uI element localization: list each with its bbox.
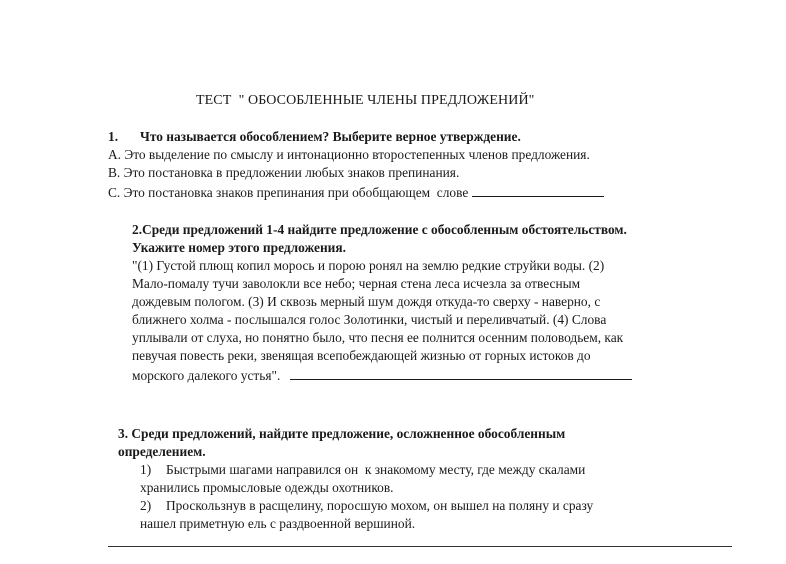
option-c-text: С. Это постановка знаков препинания при обобщающем слове <box>108 185 472 200</box>
list-item-text: Проскользнув в расщелину, поросшую мохом, он вышел на поляну и сразу <box>166 498 594 513</box>
question-2 <box>132 221 732 385</box>
question-1 <box>108 128 728 202</box>
answer-blank-2 <box>290 365 632 380</box>
option-a: А. Это выделение по смыслу и интонационно второстепенных членов предложения. <box>108 147 590 162</box>
list-item <box>118 497 738 515</box>
passage-line: ближнего холма - послышался голос Золотинки, чистый и переливчатый. (4) Слова <box>132 312 607 327</box>
question-2-line-2: Укажите номер этого предложения. <box>132 240 346 255</box>
question-2-heading <box>132 221 732 257</box>
question-2-line-1: 2.Среди предложений 1-4 найдите предложение с обособленным обстоятельством. <box>132 222 627 237</box>
passage-line: певучая повесть реки, звенящая всепобеждающей жизнью от горных истоков до <box>132 348 591 363</box>
question-1-heading <box>108 128 728 146</box>
answer-blank-1 <box>472 182 604 197</box>
list-item-continuation: хранились промысловые одежды охотников. <box>140 480 394 495</box>
document-title: ТЕСТ " ОБОСОБЛЕННЫЕ ЧЛЕНЫ ПРЕДЛОЖЕНИЙ" <box>196 93 535 108</box>
question-3 <box>118 425 738 533</box>
list-item-text: Быстрыми шагами направился он к знакомому месту, где между скалами <box>166 462 586 477</box>
passage-line: уплывали от слуха, но понятно было, что песня ее полнится осенним половодьем, как <box>132 330 624 345</box>
passage-last-line <box>132 365 732 385</box>
list-item-continuation: нашел приметную ель с раздвоенной вершиной. <box>140 516 416 531</box>
passage-line: Мало-помалу тучи заволокли все небо; черная стена леса исчезла за отвесным <box>132 276 581 291</box>
list-item <box>118 461 738 479</box>
list-item-number: 2) <box>140 498 152 513</box>
passage-line: "(1) Густой плющ копил морось и порою ронял на землю редкие струйки воды. (2) <box>132 258 605 273</box>
bottom-divider <box>108 546 732 547</box>
question-3-line-2: определением. <box>118 444 206 459</box>
question-1-text: Что называется обособлением? Выберите верное утверждение. <box>140 129 521 144</box>
option-c <box>108 182 728 202</box>
question-1-number: 1. <box>108 129 119 144</box>
passage-line: дождевым пологом. (3) И сквозь мерный шум дождя откуда-то сверху - наверно, с <box>132 294 601 309</box>
passage-line: морского далекого устья". <box>132 368 291 383</box>
option-b: В. Это постановка в предложении любых знаков препинания. <box>108 165 460 180</box>
list-item-number: 1) <box>140 462 152 477</box>
question-3-line-1: 3. Среди предложений, найдите предложение, осложненное обособленным <box>118 426 566 441</box>
